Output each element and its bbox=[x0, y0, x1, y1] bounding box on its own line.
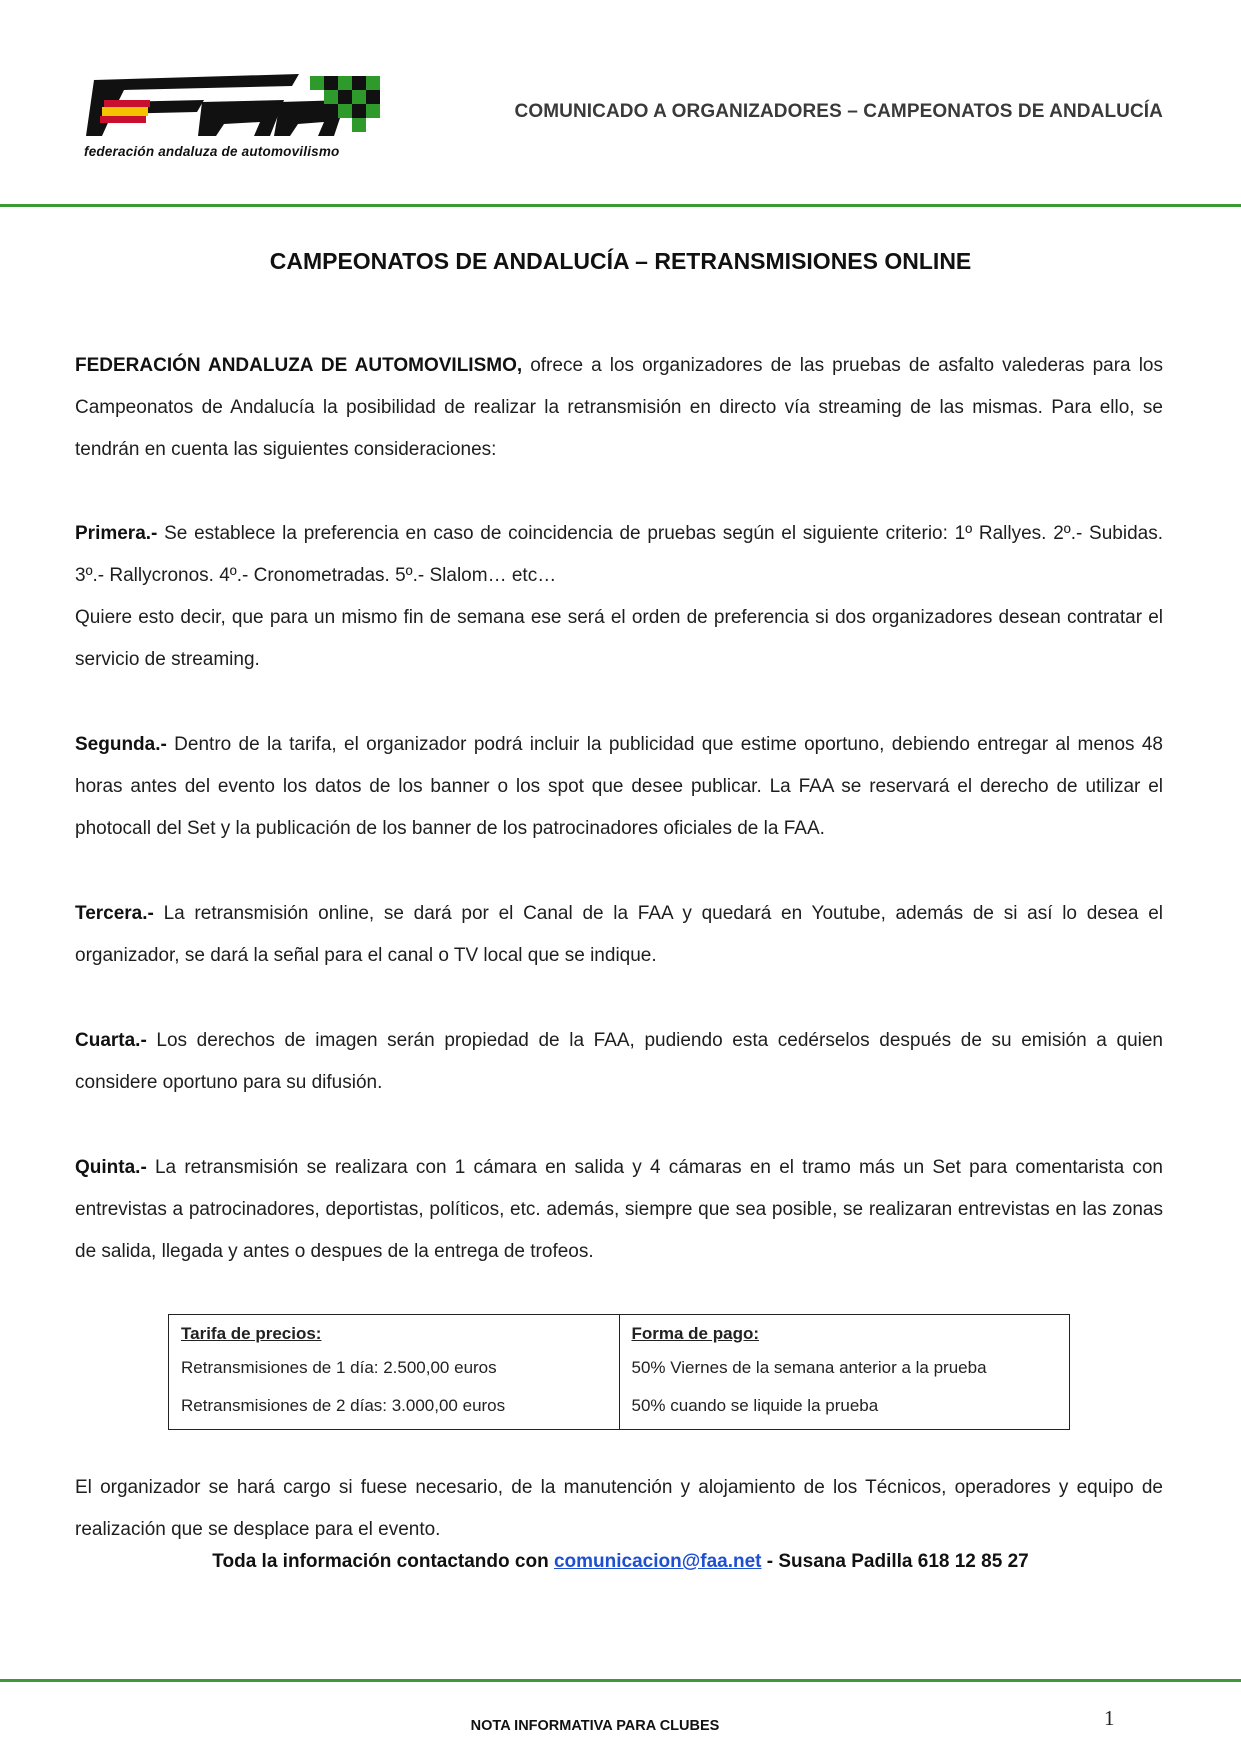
clause-label: Segunda.- bbox=[75, 734, 167, 755]
header-title: COMUNICADO A ORGANIZADORES – CAMPEONATOS DE ANDALUCÍA bbox=[514, 101, 1163, 122]
logo-subtitle: federación andaluza de automovilismo bbox=[84, 144, 340, 159]
document-body bbox=[75, 345, 1163, 1273]
prices-column bbox=[169, 1315, 619, 1429]
payment-row: 50% Viernes de la semana anterior a la prueba bbox=[631, 1358, 987, 1377]
contact-email-link[interactable]: comunicacion@faa.net bbox=[553, 1551, 762, 1572]
contact-suffix: - Susana Padilla 618 12 85 27 bbox=[761, 1551, 1029, 1572]
clause-text: Los derechos de imagen serán propiedad de la FAA, pudiendo esta cedérselos después de su emisión a quien considere oportuno para su difusión. bbox=[75, 1030, 1163, 1093]
page-number: 1 bbox=[1104, 1706, 1115, 1730]
document-title: CAMPEONATOS DE ANDALUCÍA – RETRANSMISIONES ONLINE bbox=[269, 248, 972, 274]
clause-label: Cuarta.- bbox=[75, 1030, 147, 1051]
clause-cuarta bbox=[75, 1020, 1163, 1104]
clause-text: La retransmisión online, se dará por el Canal de la FAA y quedará en Youtube, además de si así lo desea el organizador, se dará la señal para el canal o TV local que se indique. bbox=[75, 903, 1163, 966]
clause-quinta bbox=[75, 1147, 1163, 1273]
clause-primera bbox=[75, 513, 1163, 597]
clause-label: Primera.- bbox=[75, 523, 158, 544]
payment-header: Forma de pago: bbox=[631, 1324, 760, 1343]
faa-logo bbox=[84, 72, 414, 164]
contact-line bbox=[0, 1551, 1241, 1573]
clause-label: Quinta.- bbox=[75, 1157, 147, 1178]
clause-label: Tercera.- bbox=[75, 903, 154, 924]
price-row: Retransmisiones de 2 días: 3.000,00 euros bbox=[181, 1396, 506, 1415]
faa-logo-graphic bbox=[84, 72, 414, 142]
clause-primera-note bbox=[75, 597, 1163, 681]
clause-text: La retransmisión se realizara con 1 cámara en salida y 4 cámaras en el tramo más un Set para comentarista con entrevistas a patrocinadores, deportistas, políticos, etc. además, siempre que sea posible, se realizaran entrevistas en las zonas de salida, llegada y antes o despues de la entrega de trofeos. bbox=[75, 1157, 1163, 1262]
payment-row: 50% cuando se liquide la prueba bbox=[631, 1396, 879, 1415]
rates-table bbox=[168, 1314, 1070, 1430]
intro-text: ofrece a los organizadores de las pruebas de asfalto valederas para los Campeonatos de Andalucía la posibilidad de realizar la retransmisión en directo vía streaming de las mismas. Para ello, se tendrán en cuenta las siguientes consideraciones: bbox=[75, 355, 1163, 460]
page-header bbox=[0, 0, 1241, 212]
closing-paragraph: El organizador se hará cargo si fuese necesario, de la manutención y alojamiento de los Técnicos, operadores y equipo de realización que se desplace para el evento. bbox=[75, 1477, 1163, 1540]
clause-segunda bbox=[75, 724, 1163, 850]
clause-tercera bbox=[75, 893, 1163, 977]
prices-header: Tarifa de precios: bbox=[181, 1324, 322, 1343]
clause-text: Se establece la preferencia en caso de coincidencia de pruebas según el siguiente criterio: 1º Rallyes. 2º.- Subidas. 3º.- Rallycronos. 4º.- Cronometradas. 5º.- Slalom… etc… bbox=[75, 523, 1163, 586]
contact-prefix: Toda la información contactando con bbox=[212, 1551, 554, 1572]
intro-paragraph bbox=[75, 345, 1163, 471]
intro-bold: FEDERACIÓN ANDALUZA DE AUTOMOVILISMO, bbox=[75, 355, 523, 376]
price-row: Retransmisiones de 1 día: 2.500,00 euros bbox=[181, 1358, 497, 1377]
clause-text: Dentro de la tarifa, el organizador podrá incluir la publicidad que estime oportuno, debiendo entregar al menos 48 horas antes del evento los datos de los banner o los spot que desee publicar. La FAA se reservará el derecho de utilizar el photocall del Set y la publicación de los banner de los patrocinadores oficiales de la FAA. bbox=[75, 734, 1163, 839]
header-divider bbox=[0, 204, 1241, 207]
footer-note: NOTA INFORMATIVA PARA CLUBES bbox=[470, 1718, 720, 1734]
payment-column bbox=[619, 1315, 1070, 1429]
footer-divider bbox=[0, 1679, 1241, 1682]
clause-text: Quiere esto decir, que para un mismo fin de semana ese será el orden de preferencia si dos organizadores desean contratar el servicio de streaming. bbox=[75, 607, 1163, 670]
